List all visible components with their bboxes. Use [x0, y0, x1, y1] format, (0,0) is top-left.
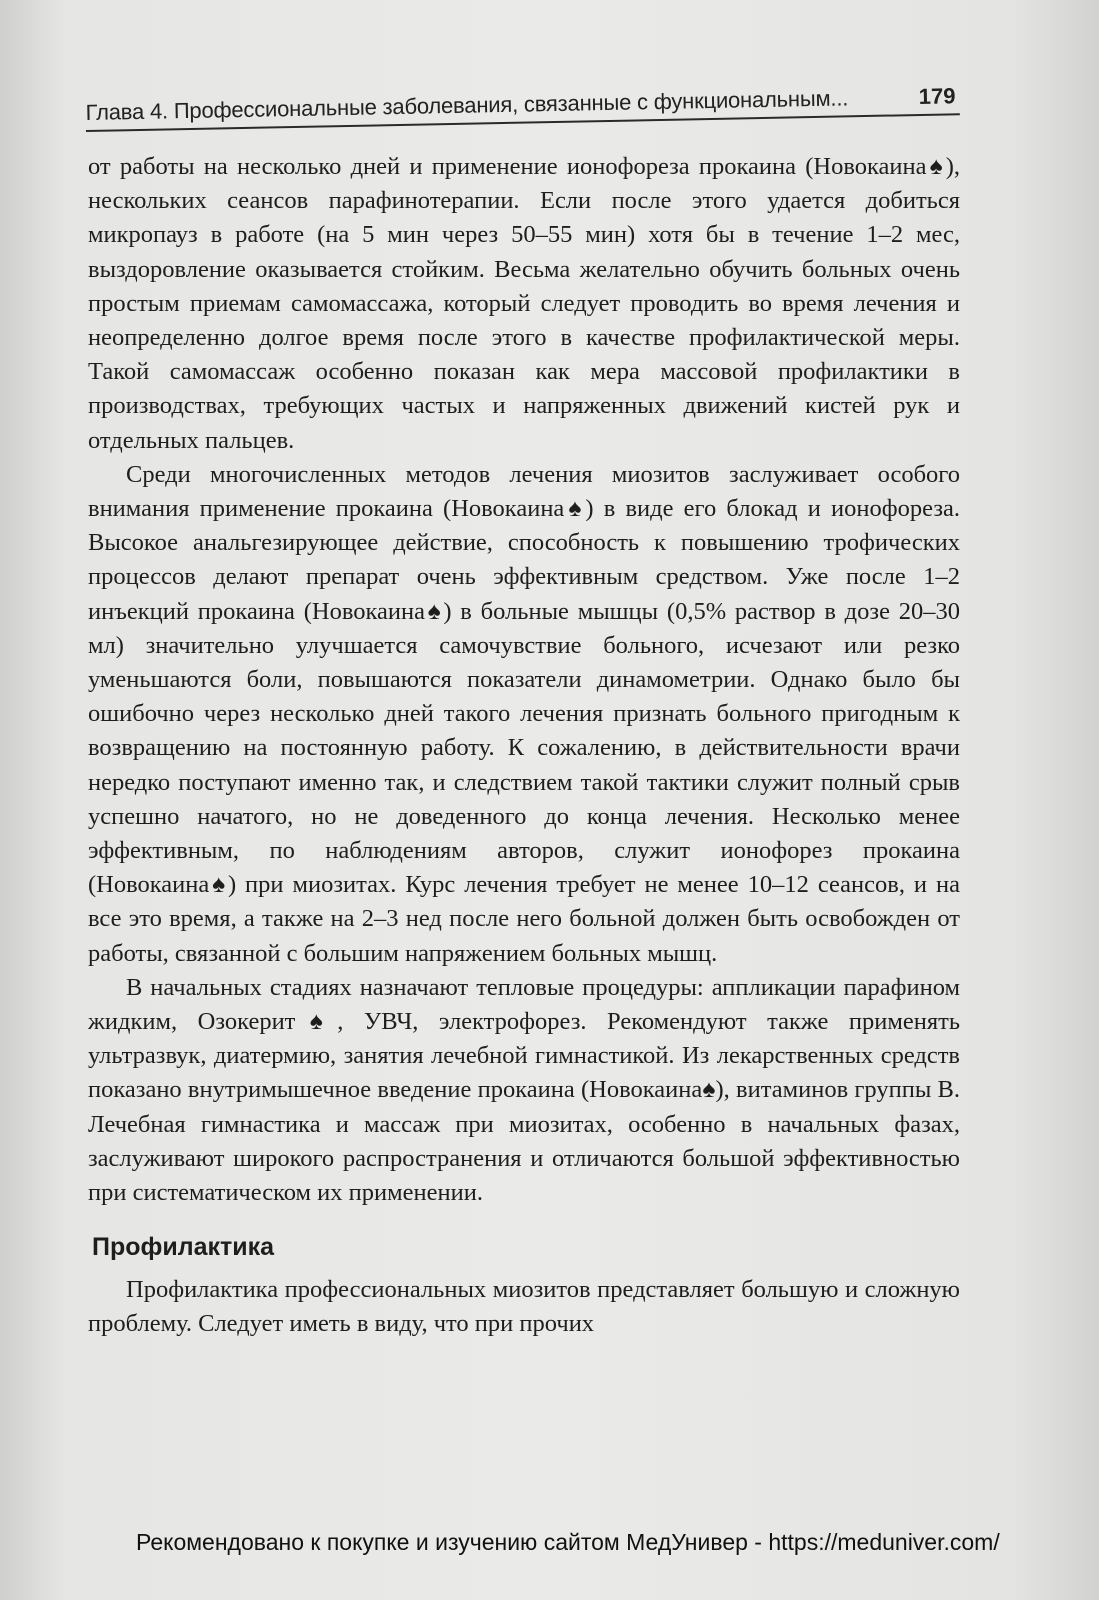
paragraph-2: Среди многочисленных методов лечения миозитов заслуживает особого внимания применение прокаина (Новокаина♠) в виде его блокад и ионофореза. Высокое анальгезирующее действие, способность к повышению трофических процессов делают препарат очень эффективным средством. Уже после 1–2 инъекций прокаина (Новокаина♠) в больные мышцы (0,5% раствор в дозе 20–30 мл) значительно улучшается самочувствие больного, исчезают или резко уменьшаются боли, повышаются показатели динамометрии. Однако было бы ошибочно через несколько дней такого лечения признать больного пригодным к возвращению на постоянную работу. К сожалению, в действительности врачи нередко поступают именно так, и следствием такой тактики служит полный срыв успешно начатого, но не доведенного до конца лечения. Несколько менее эффективным, по наблюдениям авторов, служит ионофорез прокаина (Новокаина♠) при миозитах. Курс лечения требует не менее 10–12 сеансов, и на все это время, а также на 2–3 нед после него больной должен быть освобожден от работы, связанной с большим напряжением больных мышц.: [88, 460, 960, 967]
watermark-footer: Рекомендовано к покупке и изучению сайтом МедУнивер - https://meduniver.com/: [136, 1529, 1000, 1555]
section-heading: Профилактика: [92, 1233, 275, 1262]
paragraph-1: от работы на несколько дней и применение ионофореза прокаина (Новокаина♠), нескольких сеансов парафинотерапии. Если после этого удается добиться микропауз в работе (на 5 мин через 50–55 мин) хотя бы в течение 1–2 мес, выздоровление оказывается стойким. Весьма желательно обучить больных очень простым приемам самомассажа, который следует проводить во время лечения и неопределенно долгое время после этого в качестве профилактической меры. Такой самомассаж особенно показан как мера массовой профилактики в производствах, требующих частых и напряженных движений кистей рук и отдельных пальцев.: [88, 153, 960, 454]
chapter-title: Глава 4. Профессиональные заболевания, связанные с функциональным...: [85, 85, 849, 126]
body-text: [88, 150, 960, 1341]
page-number: 179: [918, 83, 956, 110]
section-paragraph: Профилактика профессиональных миозитов представляет большую и сложную проблему. Следует иметь в виду, что при прочих: [88, 1275, 960, 1337]
running-header: [85, 69, 960, 132]
paragraph-3: В начальных стадиях назначают тепловые процедуры: аппликации парафином жидким, Озокерит♠, УВЧ, электрофорез. Рекомендуют также применять ультразвук, диатермию, занятия лечебной гимнастикой. Из лекарственных средств показано внутримышечное введение прокаина (Новокаина♠), витаминов группы В. Лечебная гимнастика и массаж при миозитах, особенно в начальных фазах, заслуживают широкого распространения и отличаются большой эффективностью при систематическом их применении.: [88, 973, 960, 1207]
